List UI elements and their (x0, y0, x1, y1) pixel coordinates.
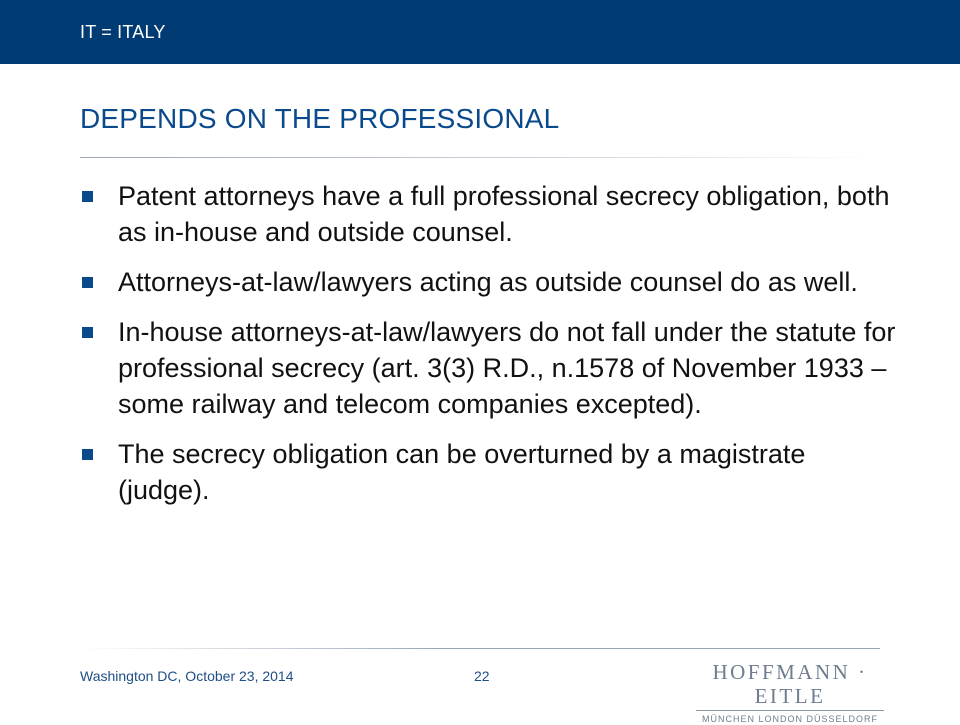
logo-cities: MÜNCHEN LONDON DÜSSELDORF (701, 714, 878, 724)
logo-divider (696, 710, 884, 711)
section-label: IT = ITALY (80, 22, 166, 42)
bullet-list (80, 178, 900, 522)
bullet-item (80, 314, 900, 422)
company-logo (690, 660, 890, 725)
bullet-text: The secrecy obligation can be overturned by a magistrate (judge). (118, 439, 806, 505)
footer-divider (80, 648, 880, 649)
square-bullet-icon (82, 449, 93, 460)
header-bar (0, 0, 960, 64)
slide-title: DEPENDS ON THE PROFESSIONAL (80, 103, 560, 134)
bullet-item (80, 436, 900, 508)
footer-location-date: Washington DC, October 23, 2014 (80, 668, 294, 684)
bullet-item (80, 178, 900, 250)
square-bullet-icon (82, 191, 93, 202)
logo-name: HOFFMANN · EITLE (712, 660, 868, 708)
square-bullet-icon (82, 277, 93, 288)
square-bullet-icon (82, 327, 93, 338)
title-divider (80, 157, 880, 158)
page-number: 22 (474, 668, 490, 684)
bullet-text: Patent attorneys have a full professional secrecy obligation, both as in-house and outside counsel. (118, 181, 890, 247)
bullet-text: Attorneys-at-law/lawyers acting as outside counsel do as well. (118, 267, 858, 297)
bullet-item (80, 264, 900, 300)
bullet-text: In-house attorneys-at-law/lawyers do not fall under the statute for professional secrecy (art. 3(3) R.D., n.1578 of November 1933 – some railway and telecom companies excepted). (118, 317, 896, 419)
